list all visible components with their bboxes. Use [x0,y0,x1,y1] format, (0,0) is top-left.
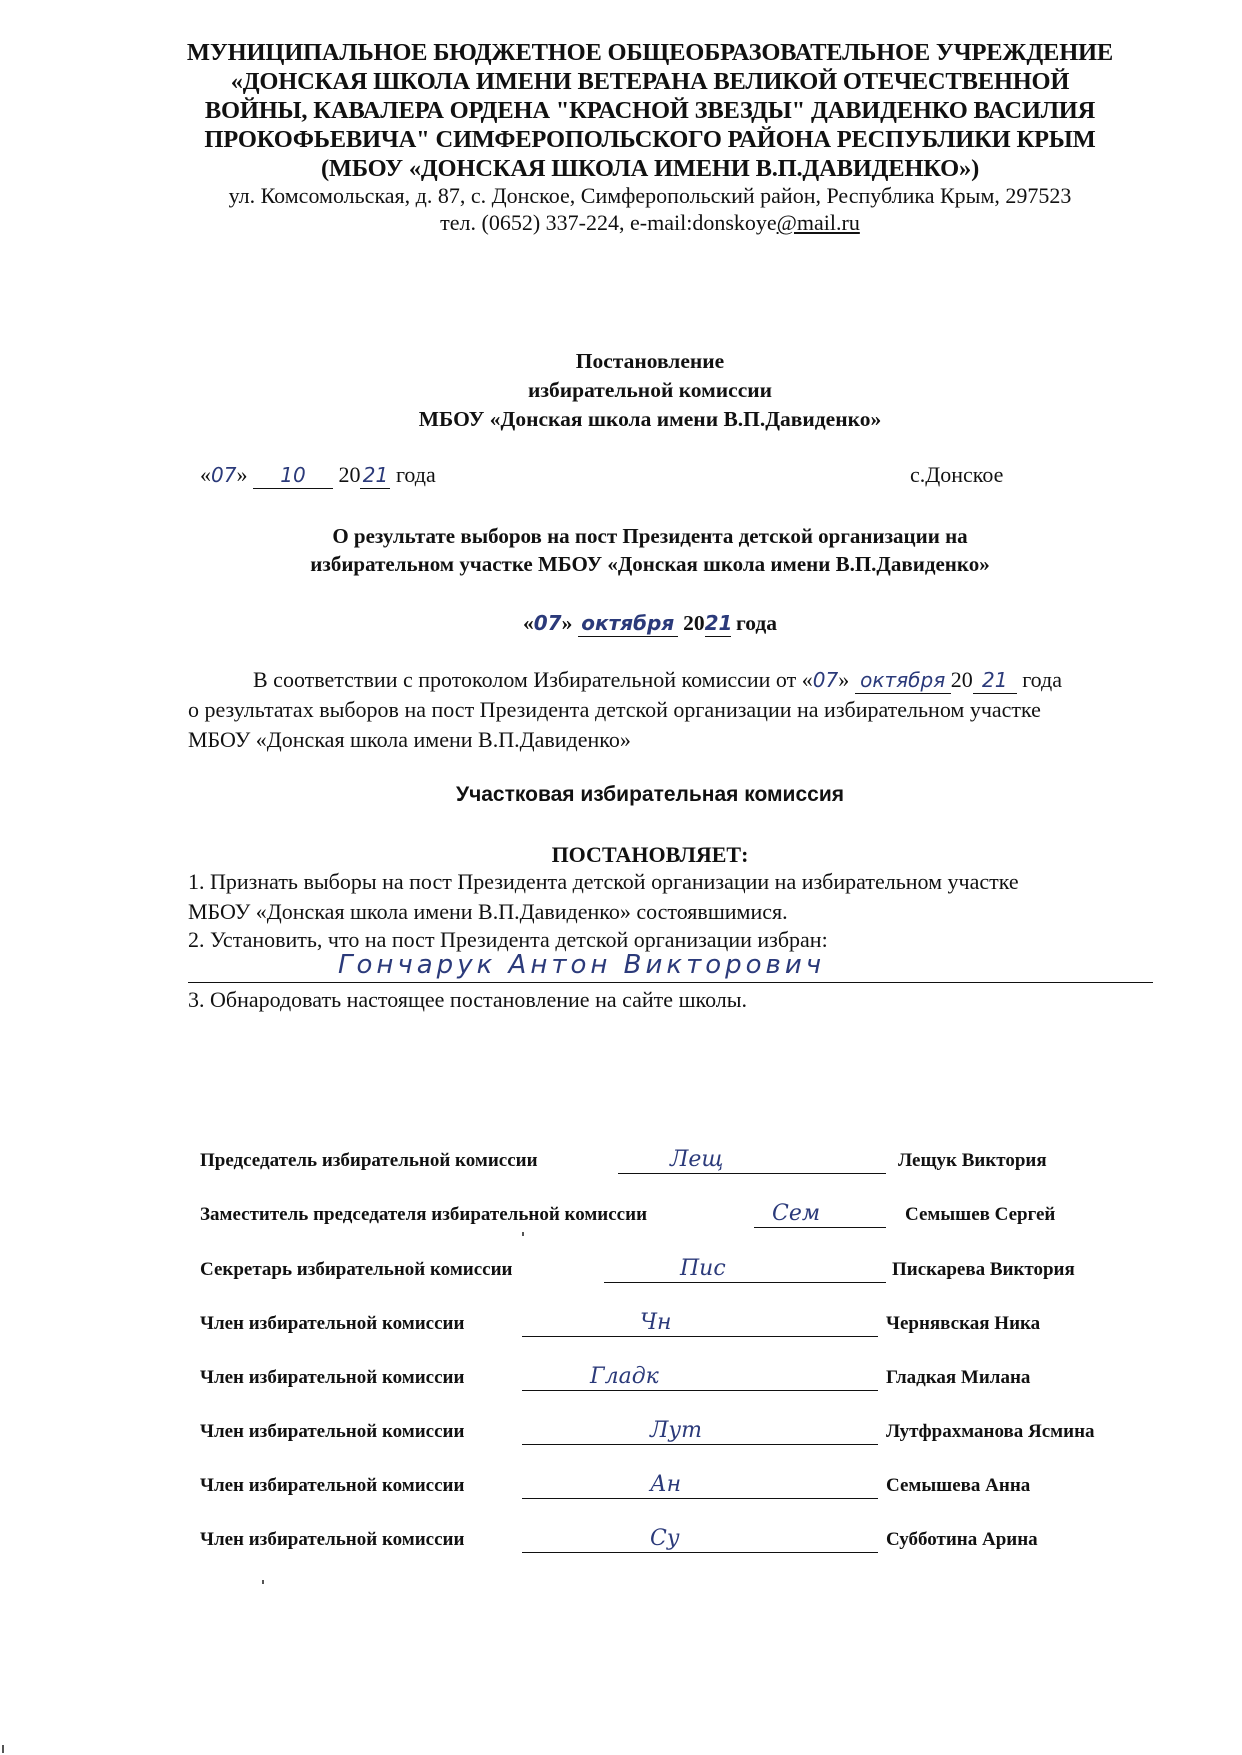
signer-name: Лещук Виктория [898,1150,1047,1171]
handwritten-signature: Лещ [670,1147,724,1172]
document-title-org: МБОУ «Донская школа имени В.П.Давиденко» [418,407,882,431]
preamble-line [253,667,1062,694]
handwritten-signature: Пис [680,1256,726,1281]
org-name-line: ВОЙНЫ, КАВАЛЕРА ОРДЕНА "КРАСНОЙ ЗВЕЗДЫ" ДАВИДЕНКО ВАСИЛИЯ [204,97,1096,124]
signature-role: Член избирательной комиссии [200,1529,465,1550]
scan-speck [262,1580,264,1584]
date-day: 07 [211,463,237,487]
org-name-line: ПРОКОФЬЕВИЧА" СИМФЕРОПОЛЬСКОГО РАЙОНА РЕСПУБЛИКИ КРЫМ [204,126,1096,153]
signer-name: Лутфрахманова Ясмина [886,1421,1095,1442]
date-year-prefix: 20 [338,462,361,487]
signature-line [522,1306,878,1337]
org-name-line: «ДОНСКАЯ ШКОЛА ИМЕНИ ВЕТЕРАНА ВЕЛИКОЙ ОТЕЧЕСТВЕННОЙ [230,68,1070,95]
quote-close: » [838,667,850,692]
signature-line [604,1252,886,1283]
subject-line: избирательном участке МБОУ «Донская школа имени В.П.Давиденко» [310,552,990,576]
signature-row [200,1525,1160,1555]
date-day: 07 [533,611,562,635]
email-link[interactable]: @mail.ru [776,210,860,235]
org-name-line: МУНИЦИПАЛЬНОЕ БЮДЖЕТНОЕ ОБЩЕОБРАЗОВАТЕЛЬНОЕ УЧРЕЖДЕНИЕ [186,39,1114,66]
date-year-prefix: 20 [683,611,705,635]
signature-line [618,1143,886,1174]
handwritten-signature: Ан [650,1472,682,1497]
signature-row [200,1146,1160,1176]
preamble-line: МБОУ «Донская школа имени В.П.Давиденко» [188,727,631,752]
resolution-item-1-cont: МБОУ «Донская школа имени В.П.Давиденко» состоявшимися. [188,899,788,924]
scan-speck [2,1745,4,1753]
signature-role: Член избирательной комиссии [200,1313,465,1334]
org-short-name: (МБОУ «ДОНСКАЯ ШКОЛА ИМЕНИ В.П.ДАВИДЕНКО») [320,155,980,182]
signer-name: Семышева Анна [886,1475,1031,1496]
resolution-item-2: 2. Установить, что на пост Президента детской организации избран: [188,927,828,952]
elected-name: Гончарук Антон Викторович [338,950,826,980]
date-year-word: года [735,611,777,635]
signature-role: Председатель избирательной комиссии [200,1150,538,1171]
org-address: ул. Комсомольская, д. 87, с. Донское, Симферопольский район, Республика Крым, 297523 [228,183,1072,208]
signature-row [200,1471,1160,1501]
signature-row [200,1417,1180,1447]
quote-close: » [236,462,248,487]
signature-row [200,1363,1160,1393]
subject-line: О результате выборов на пост Президента детской организации на [332,524,968,548]
date-year-suffix: 21 [360,462,390,489]
handwritten-signature: Лут [650,1418,702,1443]
signature-line [522,1468,878,1499]
signer-name: Семышев Сергей [905,1204,1056,1225]
preamble-line: о результатах выборов на пост Президента детской организации на избирательном участке [188,697,1041,722]
commission-heading: Участковая избирательная комиссия [456,783,844,806]
signature-role: Член избирательной комиссии [200,1421,465,1442]
signer-name: Гладкая Милана [886,1367,1031,1388]
signature-row [200,1255,1160,1285]
scan-speck [522,1232,524,1236]
date-year-suffix: 21 [704,611,733,635]
date-month: октября [578,610,678,637]
preamble-day: 07 [812,668,839,692]
quote-close: » [561,611,573,635]
document-place: с.Донское [910,462,1004,487]
preamble-year-prefix: 20 [950,667,973,692]
subject-date [150,610,1150,637]
resolution-item-3: 3. Обнародовать настоящее постановление на сайте школы. [188,987,748,1012]
signature-line [522,1522,878,1553]
signature-role: Член избирательной комиссии [200,1475,465,1496]
date-year-word: года [395,462,436,487]
signer-name: Субботина Арина [886,1529,1038,1550]
document-title-sub: избирательной комиссии [527,378,773,402]
handwritten-signature: Чн [640,1310,672,1335]
handwritten-signature: Гладк [590,1364,659,1389]
signature-role: Заместитель председателя избирательной комиссии [200,1204,648,1225]
document-date [200,462,436,489]
org-contacts [150,210,1150,236]
preamble-year-suffix: 21 [973,667,1017,694]
signature-row [200,1309,1160,1339]
signature-row [200,1200,1160,1230]
contacts-text: тел. (0652) 337-224, e-mail:donskoye [440,210,777,235]
quote-open: « [200,462,211,487]
elected-name-line [188,948,1153,983]
quote-open: « [523,611,534,635]
date-month: 10 [253,462,333,489]
signature-role: Член избирательной комиссии [200,1367,465,1388]
signer-name: Пискарева Виктория [892,1259,1075,1280]
signer-name: Чернявская Ника [886,1313,1041,1334]
handwritten-signature: Су [650,1526,680,1551]
document-title: Постановление [575,349,725,373]
signature-role: Секретарь избирательной комиссии [200,1259,513,1280]
handwritten-signature: Сем [772,1201,821,1226]
preamble-year-word: года [1022,667,1063,692]
preamble-text: В соответствии с протоколом Избирательной комиссии от « [253,667,813,692]
resolves-heading: ПОСТАНОВЛЯЕТ: [551,842,749,867]
preamble-month: октября [855,667,951,694]
signature-line [522,1360,878,1391]
resolution-item-1: 1. Признать выборы на пост Президента детской организации на избирательном участке [188,869,1019,894]
